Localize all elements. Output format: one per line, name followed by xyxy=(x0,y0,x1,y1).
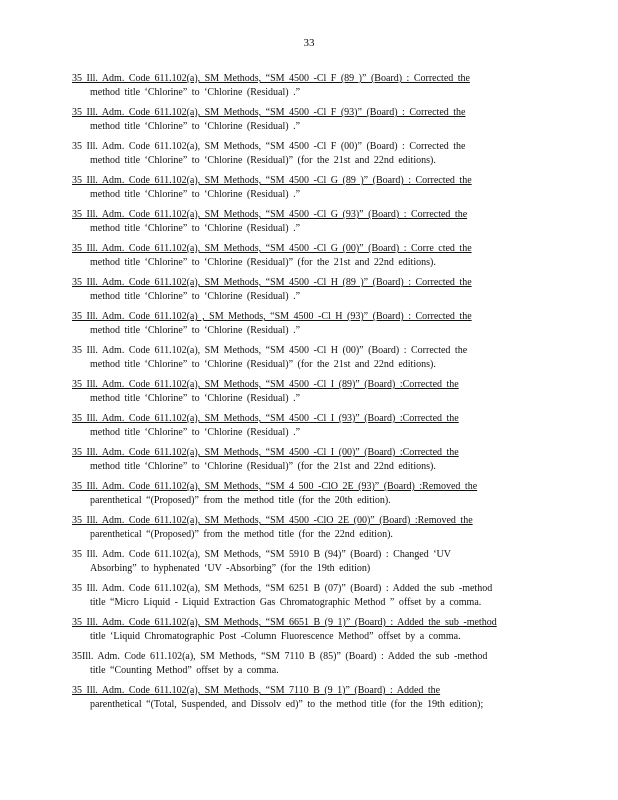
entry-citation-line: 35 Ill. Adm. Code 611.102(a), SM Methods, “SM 4500 -Cl I (00)” (Board) :Corrected the xyxy=(72,447,459,458)
entry-description-line: method title ‘Chlorine” to ‘Chlorine (Residual) .” xyxy=(90,86,301,98)
amendment-entry xyxy=(72,344,512,371)
entry-citation-line: 35 Ill. Adm. Code 611.102(a), SM Methods, “SM 4500 -Cl F (93)” (Board) : Corrected the xyxy=(72,107,466,118)
entry-citation-line: 35 Ill. Adm. Code 611.102(a), SM Methods, “SM 4500 -Cl H (00)” (Board) : Corrected the xyxy=(72,345,468,356)
entry-citation-line: 35 Ill. Adm. Code 611.102(a), SM Methods, “SM 7110 B (9 1)” (Board) : Added the xyxy=(72,685,441,696)
entry-description-line: parenthetical “(Proposed)” from the method title (for the 20th edition). xyxy=(90,494,391,506)
entry-citation-line: 35 Ill. Adm. Code 611.102(a), SM Methods, “SM 4500 -Cl G (00)” (Board) : Corre cted the xyxy=(72,243,472,254)
entry-citation-line: 35 Ill. Adm. Code 611.102(a), SM Methods, “SM 5910 B (94)” (Board) : Changed ‘UV xyxy=(72,549,451,560)
amendment-entry xyxy=(72,276,512,303)
entry-description-line: title ‘Liquid Chromatographic Post -Column Fluorescence Method” offset by a comma. xyxy=(90,630,461,642)
entry-citation-line: 35 Ill. Adm. Code 611.102(a), SM Methods, “SM 4500 -Cl F (00)” (Board) : Corrected the xyxy=(72,141,466,152)
amendment-entry xyxy=(72,106,512,133)
entry-description-line: method title ‘Chlorine” to ‘Chlorine (Residual)” (for the 21st and 22nd editions). xyxy=(90,460,436,472)
entry-description-line: method title ‘Chlorine” to ‘Chlorine (Residual)” (for the 21st and 22nd editions). xyxy=(90,154,436,166)
entry-citation-line: 35 Ill. Adm. Code 611.102(a), SM Methods, “SM 4500 -Cl G (89 )” (Board) : Corrected the xyxy=(72,175,472,186)
entry-citation-line: 35 Ill. Adm. Code 611.102(a), SM Methods, “SM 4500 -ClO 2E (00)” (Board) :Removed the xyxy=(72,515,473,526)
amendment-entry xyxy=(72,684,512,711)
amendment-entry xyxy=(72,650,512,677)
entry-citation-line: 35Ill. Adm. Code 611.102(a), SM Methods, “SM 7110 B (85)” (Board) : Added the sub -method xyxy=(72,651,488,662)
entry-description-line: parenthetical “(Proposed)” from the method title (for the 22nd edition). xyxy=(90,528,393,540)
amendment-entry xyxy=(72,548,512,575)
entry-description-line: method title ‘Chlorine” to ‘Chlorine (Residual) .” xyxy=(90,188,301,200)
entry-citation-line: 35 Ill. Adm. Code 611.102(a), SM Methods, “SM 4500 -Cl I (93)” (Board) :Corrected the xyxy=(72,413,459,424)
amendment-entry xyxy=(72,72,512,99)
entry-citation-line: 35 Ill. Adm. Code 611.102(a), SM Methods, “SM 4500 -Cl I (89)” (Board) :Corrected the xyxy=(72,379,459,390)
entry-description-line: method title ‘Chlorine” to ‘Chlorine (Residual) .” xyxy=(90,290,301,302)
entry-citation-line: 35 Ill. Adm. Code 611.102(a), SM Methods, “SM 6651 B (9 1)” (Board) : Added the sub -method xyxy=(72,617,497,628)
entry-description-line: method title ‘Chlorine” to ‘Chlorine (Residual)” (for the 21st and 22nd editions). xyxy=(90,358,436,370)
amendment-entry xyxy=(72,174,512,201)
amendment-entry xyxy=(72,616,512,643)
amendment-entry xyxy=(72,242,512,269)
entry-citation-line: 35 Ill. Adm. Code 611.102(a), SM Methods, “SM 4500 -Cl F (89 )” (Board) : Corrected the xyxy=(72,73,470,84)
entry-citation-line: 35 Ill. Adm. Code 611.102(a), SM Methods, “SM 4500 -Cl G (93)” (Board) : Corrected the xyxy=(72,209,468,220)
entry-description-line: parenthetical “(Total, Suspended, and Dissolv ed)” to the method title (for the 19th edition); xyxy=(90,698,484,710)
page-number: 33 xyxy=(303,37,315,49)
entry-description-line: method title ‘Chlorine” to ‘Chlorine (Residual) .” xyxy=(90,392,301,404)
entry-citation-line: 35 Ill. Adm. Code 611.102(a), SM Methods, “SM 6251 B (07)” (Board) : Added the sub -method xyxy=(72,583,493,594)
amendment-entry xyxy=(72,412,512,439)
entry-description-line: Absorbing” to hyphenated ‘UV -Absorbing” (for the 19th edition) xyxy=(90,562,371,574)
entry-citation-line: 35 Ill. Adm. Code 611.102(a), SM Methods, “SM 4500 -Cl H (89 )” (Board) : Corrected the xyxy=(72,277,472,288)
amendment-entry xyxy=(72,582,512,609)
entry-description-line: method title ‘Chlorine” to ‘Chlorine (Residual) .” xyxy=(90,120,301,132)
entry-description-line: title “Micro Liquid - Liquid Extraction Gas Chromatographic Method ” offset by a comma. xyxy=(90,596,482,608)
amendment-entry xyxy=(72,480,512,507)
amendment-list xyxy=(72,72,512,718)
entry-description-line: method title ‘Chlorine” to ‘Chlorine (Residual) .” xyxy=(90,324,301,336)
entry-description-line: method title ‘Chlorine” to ‘Chlorine (Residual) .” xyxy=(90,222,301,234)
amendment-entry xyxy=(72,514,512,541)
entry-description-line: title “Counting Method” offset by a comma. xyxy=(90,664,279,676)
entry-citation-line: 35 Ill. Adm. Code 611.102(a) , SM Methods, “SM 4500 -Cl H (93)” (Board) : Corrected the xyxy=(72,311,472,322)
amendment-entry xyxy=(72,446,512,473)
entry-description-line: method title ‘Chlorine” to ‘Chlorine (Residual)” (for the 21st and 22nd editions). xyxy=(90,256,436,268)
entry-description-line: method title ‘Chlorine” to ‘Chlorine (Residual) .” xyxy=(90,426,301,438)
amendment-entry xyxy=(72,310,512,337)
entry-citation-line: 35 Ill. Adm. Code 611.102(a), SM Methods, “SM 4 500 -ClO 2E (93)” (Board) :Removed the xyxy=(72,481,478,492)
amendment-entry xyxy=(72,140,512,167)
amendment-entry xyxy=(72,378,512,405)
amendment-entry xyxy=(72,208,512,235)
